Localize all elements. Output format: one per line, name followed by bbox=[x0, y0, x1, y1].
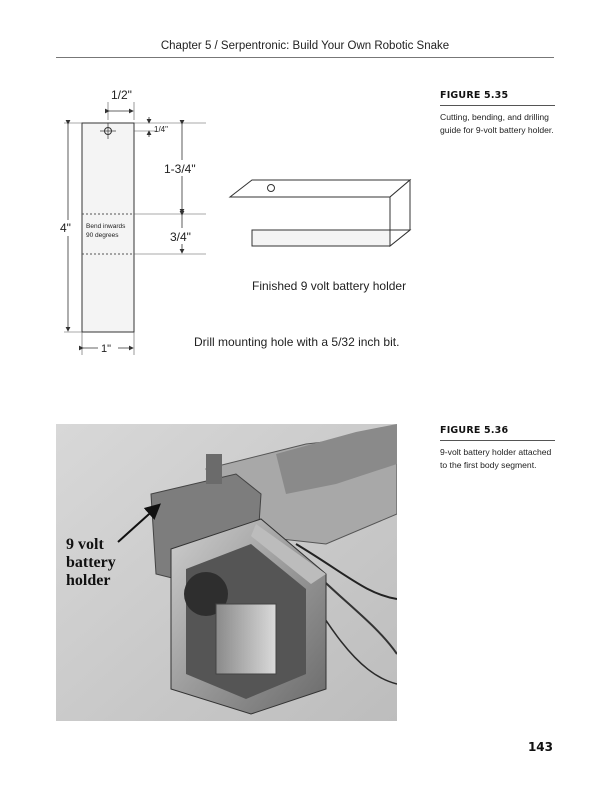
caption-rule bbox=[440, 105, 555, 106]
figure-5-35-label: FIGURE 5.35 bbox=[440, 90, 509, 101]
callout-line-3: holder bbox=[66, 572, 111, 589]
running-header: Chapter 5 / Serpentronic: Build Your Own Robotic Snake bbox=[160, 40, 450, 52]
bend-note-2: 90 degrees bbox=[86, 232, 119, 239]
finished-holder-drawing bbox=[230, 180, 410, 246]
figure-5-36-text: 9-volt battery holder attached to the first body segment. bbox=[440, 447, 552, 470]
caption-rule bbox=[440, 440, 555, 441]
callout-line-2: battery bbox=[66, 554, 116, 571]
figure-5-35-text: Cutting, bending, and drilling guide for 9-volt battery holder. bbox=[440, 112, 554, 135]
figure-5-35-caption bbox=[440, 90, 555, 136]
figure-5-36-caption bbox=[440, 425, 555, 471]
header-rule bbox=[56, 57, 554, 58]
callout-line-1: 9 volt bbox=[66, 536, 104, 553]
dim-four-inch: 4" bbox=[60, 221, 71, 235]
dim-three-quarter: 3/4" bbox=[170, 230, 191, 244]
dim-half-inch: 1/2" bbox=[111, 88, 132, 102]
drill-note: Drill mounting hole with a 5/32 inch bit. bbox=[194, 335, 400, 349]
page-number: 143 bbox=[527, 740, 553, 754]
battery-holder-photo bbox=[56, 424, 397, 721]
cutting-guide-diagram bbox=[56, 80, 426, 370]
dim-one-three-quarter: 1-3/4" bbox=[164, 162, 196, 176]
bend-note-1: Bend inwards bbox=[86, 223, 126, 230]
dim-one-inch: 1" bbox=[101, 343, 112, 355]
dim-quarter-inch: 1/4" bbox=[154, 125, 168, 134]
finished-holder-label: Finished 9 volt battery holder bbox=[252, 279, 407, 293]
figure-5-36-label: FIGURE 5.36 bbox=[440, 425, 509, 436]
